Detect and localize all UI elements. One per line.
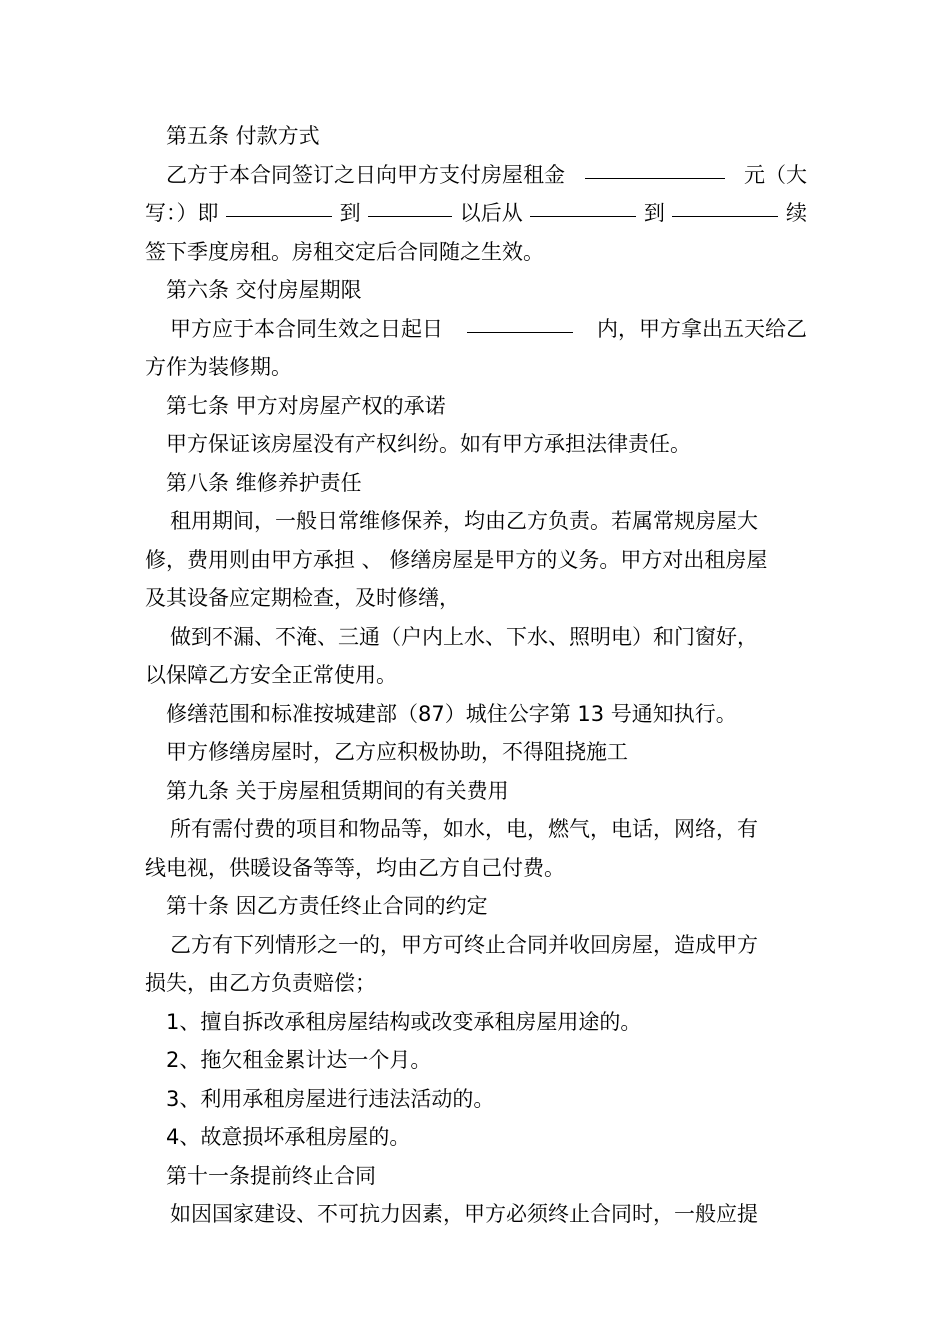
- article-6-title: 第六条 交付房屋期限: [166, 278, 362, 302]
- document-page: [145, 117, 807, 1234]
- article-11-line-1: 如因国家建设、不可抗力因素，甲方必须终止合同时，一般应提: [170, 1202, 758, 1226]
- article-5-text: 到: [643, 201, 665, 225]
- article-5-line-2: [145, 194, 807, 233]
- article-5-text: 元（大: [744, 162, 807, 187]
- article-5-line-3: 签下季度房租。房租交定后合同随之生效。: [145, 239, 544, 264]
- article-10-line-2: 损失，由乙方负责赔偿；: [145, 971, 376, 995]
- article-10-item-2: 2、拖欠租金累计达一个月。: [166, 1048, 432, 1072]
- article-5-text: 到: [339, 201, 361, 225]
- article-7-title: 第七条 甲方对房屋产权的承诺: [166, 393, 446, 418]
- article-5-text: 续: [786, 201, 807, 225]
- article-5-text: 乙方于本合同签订之日向甲方支付房屋租金: [166, 162, 565, 187]
- article-8-line-3: 及其设备应定期检查，及时修缮，: [145, 586, 460, 610]
- article-6-text: 内，甲方拿出五天给乙: [597, 316, 807, 341]
- article-5-text: 写：）即: [145, 201, 219, 225]
- article-9-line-2: 线电视，供暖设备等等，均由乙方自己付费。: [145, 855, 565, 880]
- article-9-title: 第九条 关于房屋租赁期间的有关费用: [166, 778, 509, 803]
- article-5-text: 以后从: [459, 201, 523, 225]
- article-8-title: 第八条 维修养护责任: [166, 470, 362, 495]
- article-7-line-1: 甲方保证该房屋没有产权纠纷。如有甲方承担法律责任。: [166, 432, 691, 456]
- article-6-line-2: 方作为装修期。: [145, 355, 292, 379]
- article-6-line-1: [145, 310, 807, 349]
- article-9-line-1: 所有需付费的项目和物品等，如水，电，燃气，电话，网络，有: [170, 817, 758, 841]
- article-8-line-4: 做到不漏、不淹、三通（户内上水、下水、照明电）和门窗好，: [170, 624, 758, 649]
- delivery-days-blank[interactable]: [467, 310, 573, 333]
- article-11-title: 第十一条提前终止合同: [166, 1163, 376, 1188]
- article-8-line-7: 甲方修缮房屋时，乙方应积极协助，不得阻挠施工: [166, 740, 628, 764]
- article-10-item-1: 1、擅自拆改承租房屋结构或改变承租房屋用途的。: [166, 1009, 642, 1034]
- article-10-item-4: 4、故意损坏承租房屋的。: [166, 1125, 411, 1149]
- article-8-line-5: 以保障乙方安全正常使用。: [145, 663, 397, 687]
- article-10-title: 第十条 因乙方责任终止合同的约定: [166, 894, 488, 918]
- article-8-line-6: 修缮范围和标准按城建部（87）城住公字第 13 号通知执行。: [166, 701, 737, 726]
- article-5-title: 第五条 付款方式: [166, 124, 320, 148]
- renew-to-blank[interactable]: [672, 194, 778, 217]
- article-6-text: 甲方应于本合同生效之日起日: [170, 316, 443, 341]
- article-8-line-2: 修，费用则由甲方承担 、 修缮房屋是甲方的义务。甲方对出租房屋: [145, 547, 768, 572]
- article-5-line-1: [145, 156, 807, 195]
- date-to-blank[interactable]: [368, 194, 452, 217]
- rent-amount-blank[interactable]: [585, 156, 725, 179]
- date-from-blank[interactable]: [226, 194, 332, 217]
- renew-from-blank[interactable]: [530, 194, 636, 217]
- article-8-line-1: 租用期间，一般日常维修保养，均由乙方负责。若属常规房屋大: [170, 509, 758, 533]
- article-10-item-3: 3、利用承租房屋进行违法活动的。: [166, 1086, 495, 1111]
- article-10-line-1: 乙方有下列情形之一的，甲方可终止合同并收回房屋，造成甲方: [170, 932, 758, 957]
